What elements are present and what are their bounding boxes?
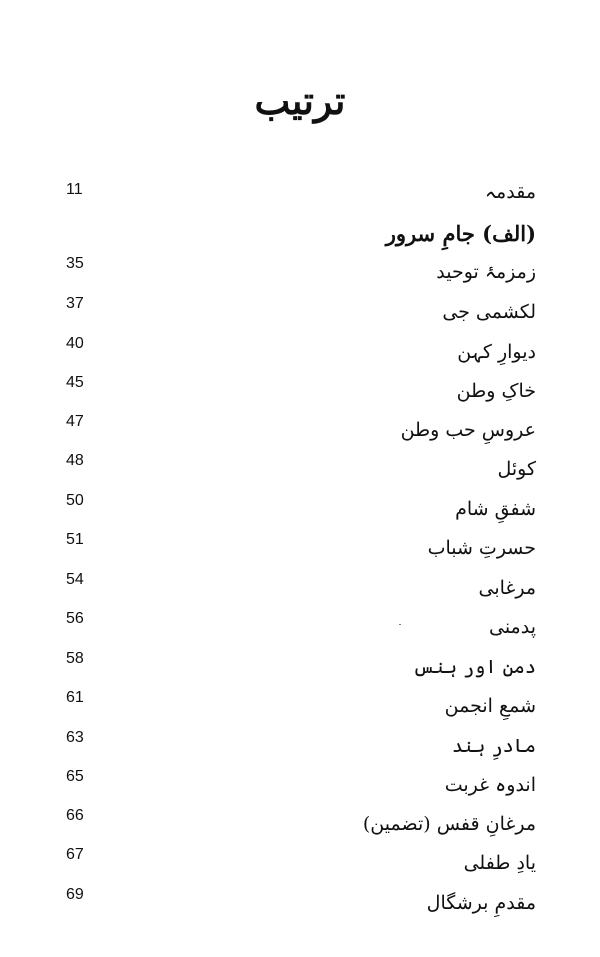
toc-entry-title: حسرتِ شباب — [427, 537, 536, 559]
toc-entry-title: دمن اور ہنس — [412, 656, 536, 678]
toc-entry-title: مقدمہ — [484, 181, 536, 203]
toc-entry-page: 47 — [66, 413, 84, 430]
toc-entry — [0, 449, 600, 489]
toc-entry — [0, 489, 600, 529]
toc-entry-title: مقدمِ برشگال — [426, 892, 536, 914]
toc-entry-title: لکشمی جی — [442, 301, 536, 323]
toc-entry — [0, 568, 600, 608]
toc-entry-title: زمزمۂ توحید — [436, 261, 536, 283]
toc-entry-page: 54 — [66, 571, 84, 588]
toc-entry — [0, 804, 600, 844]
toc-entry-title: شمعِ انجمن — [444, 695, 536, 717]
toc-entry-page: 40 — [66, 335, 84, 352]
toc-entry — [0, 410, 600, 450]
toc-entry-page: 35 — [66, 255, 84, 272]
toc-entry-page: 11 — [66, 181, 83, 198]
toc-entry-page: 66 — [66, 807, 84, 824]
toc-section-title: (الف) جامِ سرور — [385, 221, 536, 246]
toc-section-heading — [0, 214, 600, 254]
toc-entry-title: پدمنی — [488, 616, 536, 638]
toc-entry-page: 51 — [66, 531, 84, 548]
toc-entry — [0, 843, 600, 883]
toc-entry-page: 48 — [66, 452, 84, 469]
toc-entry-page: 50 — [66, 492, 84, 509]
toc-entry — [0, 726, 600, 766]
toc-entry — [0, 252, 600, 292]
toc-entry-title: شفقِ شام — [455, 498, 536, 520]
toc-entry — [0, 765, 600, 805]
toc-entry-title: مادرِ ہند — [452, 735, 536, 757]
toc-entry-page: 37 — [66, 295, 84, 312]
toc-entry-title: دیوارِ کہن — [457, 341, 536, 363]
toc-entry-page: 69 — [66, 886, 84, 903]
toc-entry — [0, 332, 600, 372]
toc-entry-title: یادِ طفلی — [463, 852, 536, 874]
page-title: ترتیب — [254, 78, 346, 123]
toc-entry-title: عروسِ حب وطن — [400, 419, 536, 441]
toc-entry-page: 65 — [66, 768, 84, 785]
toc-entry-title: خاکِ وطن — [456, 380, 536, 402]
toc-entry — [0, 607, 600, 647]
toc-entry-page: 61 — [66, 689, 84, 706]
toc-entry — [0, 172, 600, 212]
toc-entry — [0, 292, 600, 332]
toc-entry-title: مرغابی — [478, 577, 536, 599]
toc-entry — [0, 647, 600, 687]
toc-entry-page: 56 — [66, 610, 84, 627]
toc-entry-page: 63 — [66, 729, 84, 746]
toc-entry-page: 67 — [66, 846, 84, 863]
scan-speck — [399, 624, 401, 625]
toc-entry-title: مرغانِ قفس (تضمین) — [362, 813, 536, 835]
toc-entry — [0, 371, 600, 411]
toc-entry-title: اندوہ غربت — [444, 774, 536, 796]
toc-entry-title: کوئل — [497, 458, 536, 480]
toc-entry — [0, 528, 600, 568]
toc-entry — [0, 686, 600, 726]
toc-entry-page: 45 — [66, 374, 84, 391]
toc-entry — [0, 883, 600, 923]
toc-entry-page: 58 — [66, 650, 84, 667]
